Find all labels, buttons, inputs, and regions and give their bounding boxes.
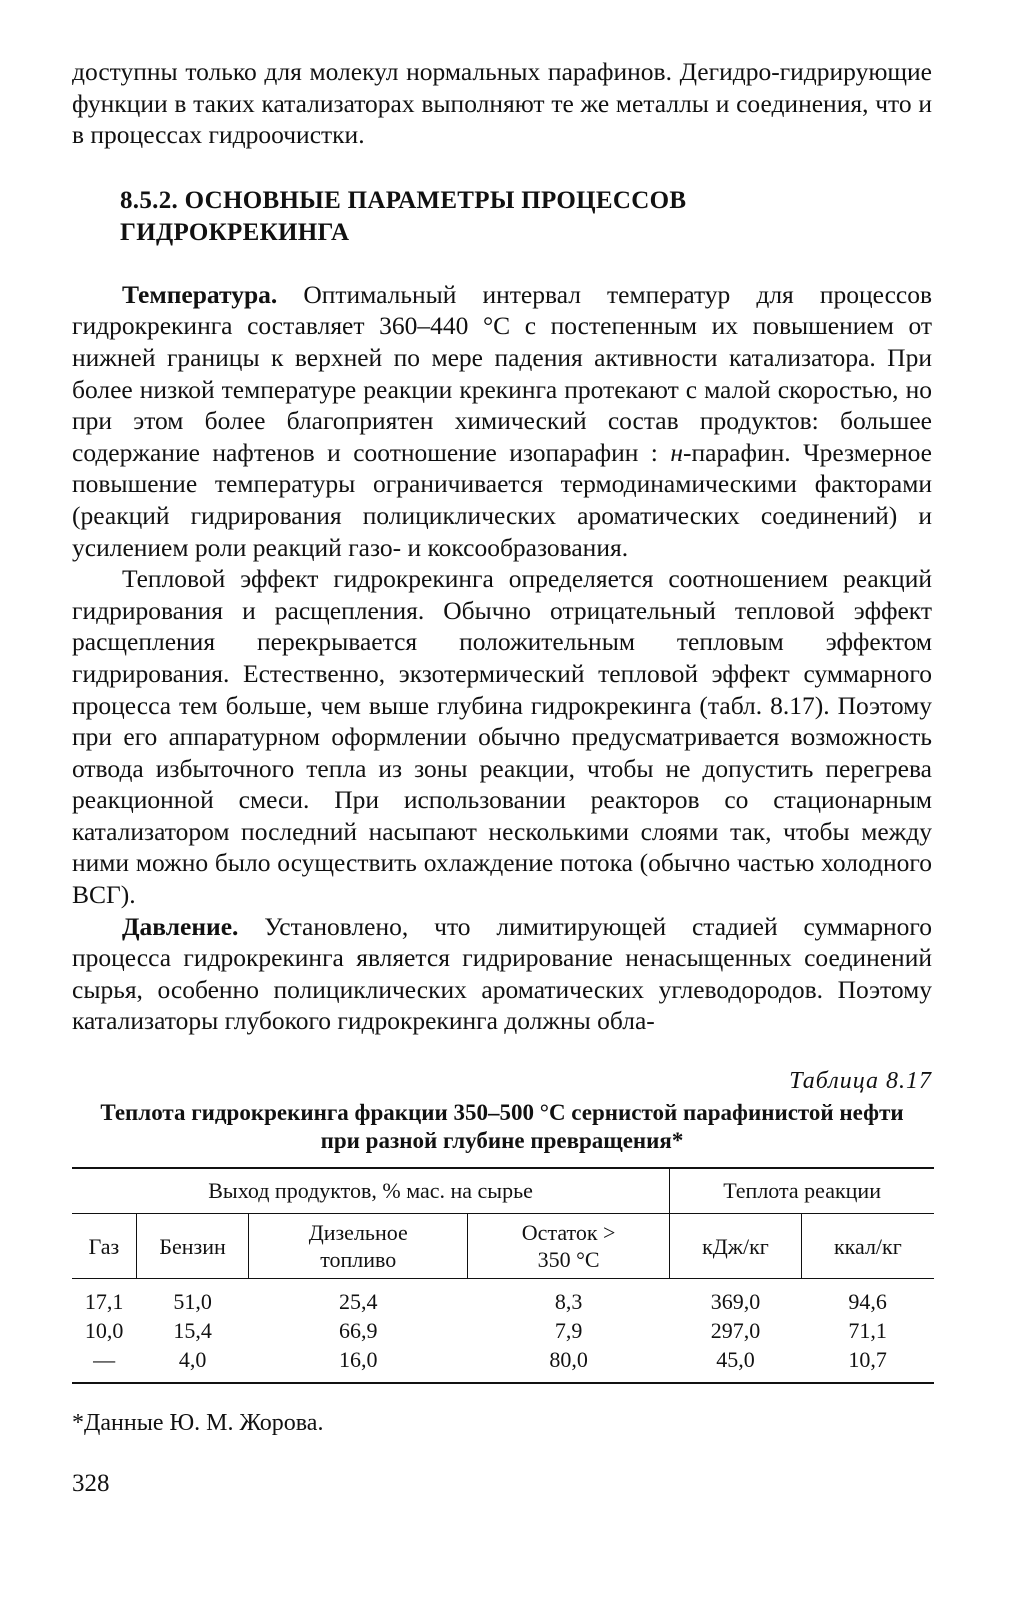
cell-gas: 10,0 <box>84 1318 124 1344</box>
temperature-paragraph <box>72 279 932 563</box>
cell-gas: 17,1 <box>84 1289 124 1315</box>
table-title-line2: при разной глубине превращения* <box>320 1128 684 1154</box>
cell-kcal: 10,7 <box>848 1347 887 1373</box>
cell-kj: 369,0 <box>710 1289 761 1315</box>
footnote: *Данные Ю. М. Жорова. <box>72 1410 324 1437</box>
temperature-text-2: -парафин. Чрезмерное повышение температуры ограничивается термодинамическими факторами (реакций гидрирования полициклических ароматических соединений) и усилением роли реакций газо- и коксообразования. <box>72 437 932 562</box>
table-column-header-row <box>72 1214 934 1279</box>
temperature-text-1: Оптимальный интервал температур для процессов гидрокрекинга составляет 360–440 °С с постепенным их повышением от нижней границы к верхней по мере падения активности катализатора. При более низкой температуре реакции крекинга протекают с малой скоростью, но при этом более благоприятен химический состав продуктов: большее содержание нафтенов и соотношение изопарафин : <box>72 279 932 467</box>
table-row <box>72 1345 934 1383</box>
cell-residue: 7,9 <box>554 1318 583 1344</box>
temperature-italic-n: н <box>670 437 683 467</box>
cell-residue: 8,3 <box>554 1289 583 1315</box>
col-header-residue <box>468 1214 670 1279</box>
col-header-diesel-text: Дизельное топливо <box>308 1220 408 1273</box>
pressure-text: Установлено, что лимитирующей стадией суммарного процесса гидрокрекинга является гидрирование ненасыщенных соединений сырья, особенно полициклических ароматических углеводородов. Поэтому катализаторы глубокого гидрокрекинга должны обла- <box>72 911 932 1036</box>
cell-gasoline: 51,0 <box>173 1289 212 1315</box>
group-header-yield: Выход продуктов, % мас. на сырье <box>72 1168 670 1214</box>
col-header-gasoline: Бензин <box>136 1214 249 1279</box>
table-number: Таблица 8.17 <box>789 1068 932 1095</box>
section-heading-line2: ГИДРОКРЕКИНГА <box>120 218 350 246</box>
cell-diesel: 66,9 <box>338 1318 378 1344</box>
table-title <box>72 1099 932 1155</box>
section-heading-line1: 8.5.2. ОСНОВНЫЕ ПАРАМЕТРЫ ПРОЦЕССОВ <box>120 186 687 214</box>
cell-kj: 45,0 <box>716 1347 755 1373</box>
table-group-header-row <box>72 1168 934 1214</box>
temperature-lead: Температура. <box>122 279 278 309</box>
col-header-kj: кДж/кг <box>670 1214 802 1279</box>
cell-gasoline: 4,0 <box>178 1347 207 1373</box>
col-header-kcal: ккал/кг <box>833 1233 902 1259</box>
pressure-lead: Давление. <box>122 911 239 941</box>
cell-gas: — <box>93 1347 116 1373</box>
heat-effect-paragraph: Тепловой эффект гидрокрекинга определяется соотношением реакций гидрирования и расщепления. Обычно отрицательный тепловой эффект расщепления перекрывается положительным тепловым эффектом гидрирования. Естественно, экзотермический тепловой эффект суммарного процесса тем больше, чем выше глубина гидрокрекинга (табл. 8.17). Поэтому при его аппаратурном оформлении обычно предусматривается возможность отвода избыточного тепла из зоны реакции, чтобы не допустить перегрева реакционной смеси. При использовании реакторов со стационарным катализатором последний насыпают несколькими слоями так, чтобы между ними можно было осуществить охлаждение потока (обычно частью холодного ВСГ). <box>72 564 932 910</box>
col-header-residue-text: Остаток > 350 °С <box>521 1220 616 1273</box>
col-header-diesel <box>249 1214 468 1279</box>
cell-gasoline: 15,4 <box>173 1318 212 1344</box>
pressure-paragraph <box>72 911 932 1037</box>
group-header-heat: Теплота реакции <box>723 1178 881 1204</box>
cell-kcal: 94,6 <box>848 1289 887 1315</box>
cell-diesel: 25,4 <box>338 1289 378 1315</box>
section-heading <box>120 185 932 249</box>
table-row <box>72 1316 934 1345</box>
heat-of-hydrocracking-table <box>72 1167 934 1384</box>
cell-kcal: 71,1 <box>848 1318 887 1344</box>
cell-kj: 297,0 <box>710 1318 761 1344</box>
book-page <box>72 56 932 1498</box>
intro-paragraph: доступны только для молекул нормальных парафинов. Дегидро-гидрирующие функции в таких катализаторах выполняют те же металлы и соединения, что и в процессах гидроочистки. <box>72 57 932 150</box>
cell-diesel: 16,0 <box>338 1347 378 1373</box>
page-number: 328 <box>72 1470 110 1498</box>
col-header-gas: Газ <box>72 1214 136 1279</box>
table-title-line1: Теплота гидрокрекинга фракции 350–500 °С сернистой парафинистой нефти <box>100 1100 904 1126</box>
table-row <box>72 1279 934 1317</box>
cell-residue: 80,0 <box>549 1347 588 1373</box>
